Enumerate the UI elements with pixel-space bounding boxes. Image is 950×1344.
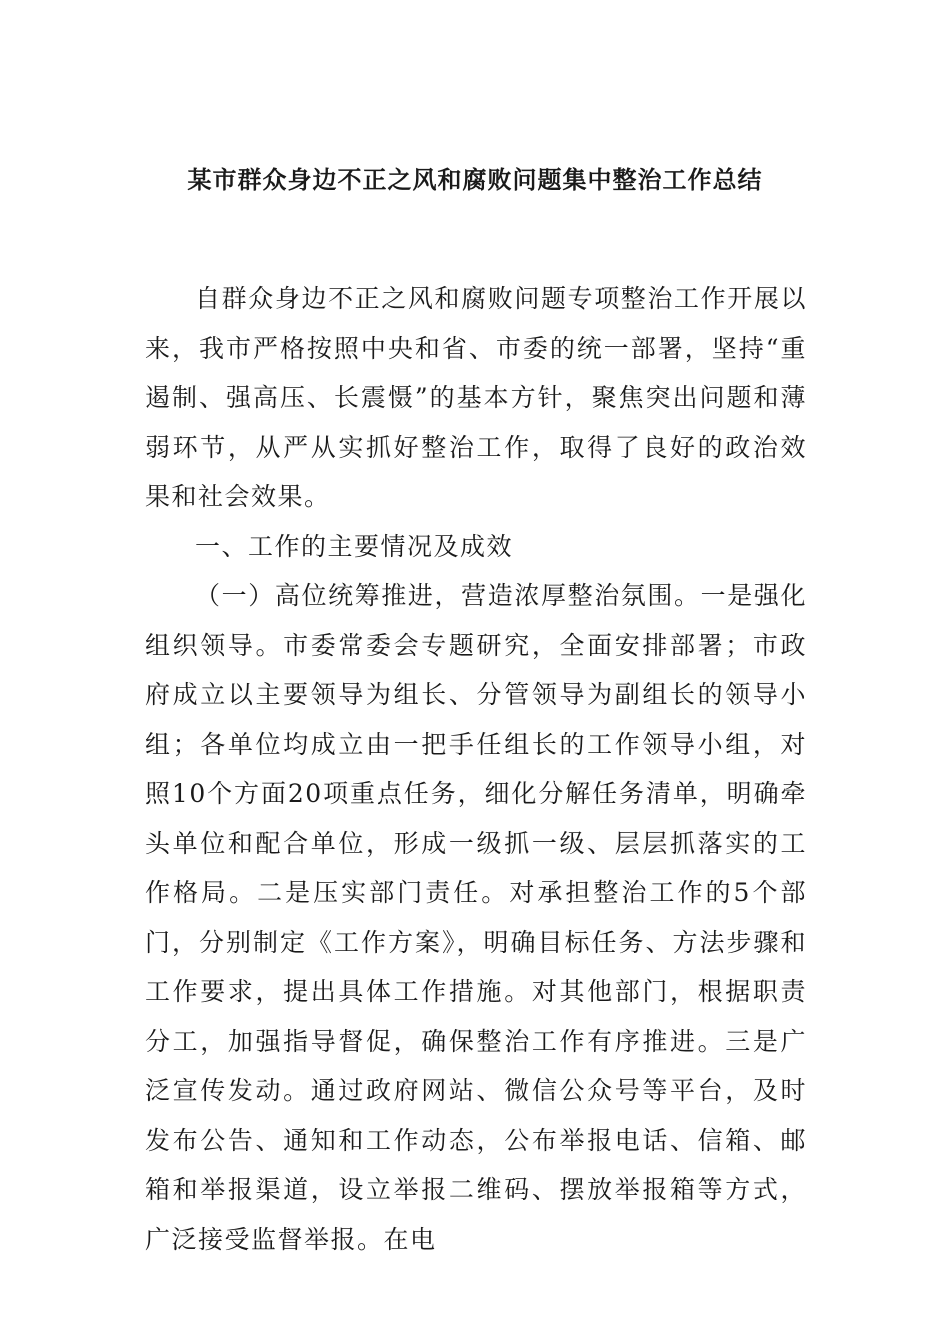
document-title: 某市群众身边不正之风和腐败问题集中整治工作总结 xyxy=(187,165,763,194)
section-paragraph: （一）高位统筹推进，营造浓厚整治氛围。一是强化组织领导。市委常委会专题研究，全面安排部署；市政府成立以主要领导为组长、分管领导为副组长的领导小组；各单位均成立由一把手任组长的工作领导小组，对照10个方面20项重点任务，细化分解任务清单，明确牵头单位和配合单位，形成一级抓一级、层层抓落实的工作格局。二是压实部门责任。对承担整治工作的5个部门，分别制定《工作方案》，明确目标任务、方法步骤和工作要求，提出具体工作措施。对其他部门，根据职责分工，加强指导督促，确保整治工作有序推进。三是广泛宣传发动。通过政府网站、微信公众号等平台，及时发布公告、通知和工作动态，公布举报电话、信箱、邮箱和举报渠道，设立举报二维码、摆放举报箱等方式，广泛接受监督举报。在电 xyxy=(145,581,807,1254)
document-body xyxy=(145,274,807,1264)
section-heading: 一、工作的主要情况及成效 xyxy=(195,531,514,561)
intro-paragraph: 自群众身边不正之风和腐败问题专项整治工作开展以来，我市严格按照中央和省、市委的统一部署，坚持“重遏制、强高压、长震慑”的基本方针，聚焦突出问题和薄弱环节，从严从实抓好整治工作，取得了良好的政治效果和社会效果。 xyxy=(145,284,807,511)
